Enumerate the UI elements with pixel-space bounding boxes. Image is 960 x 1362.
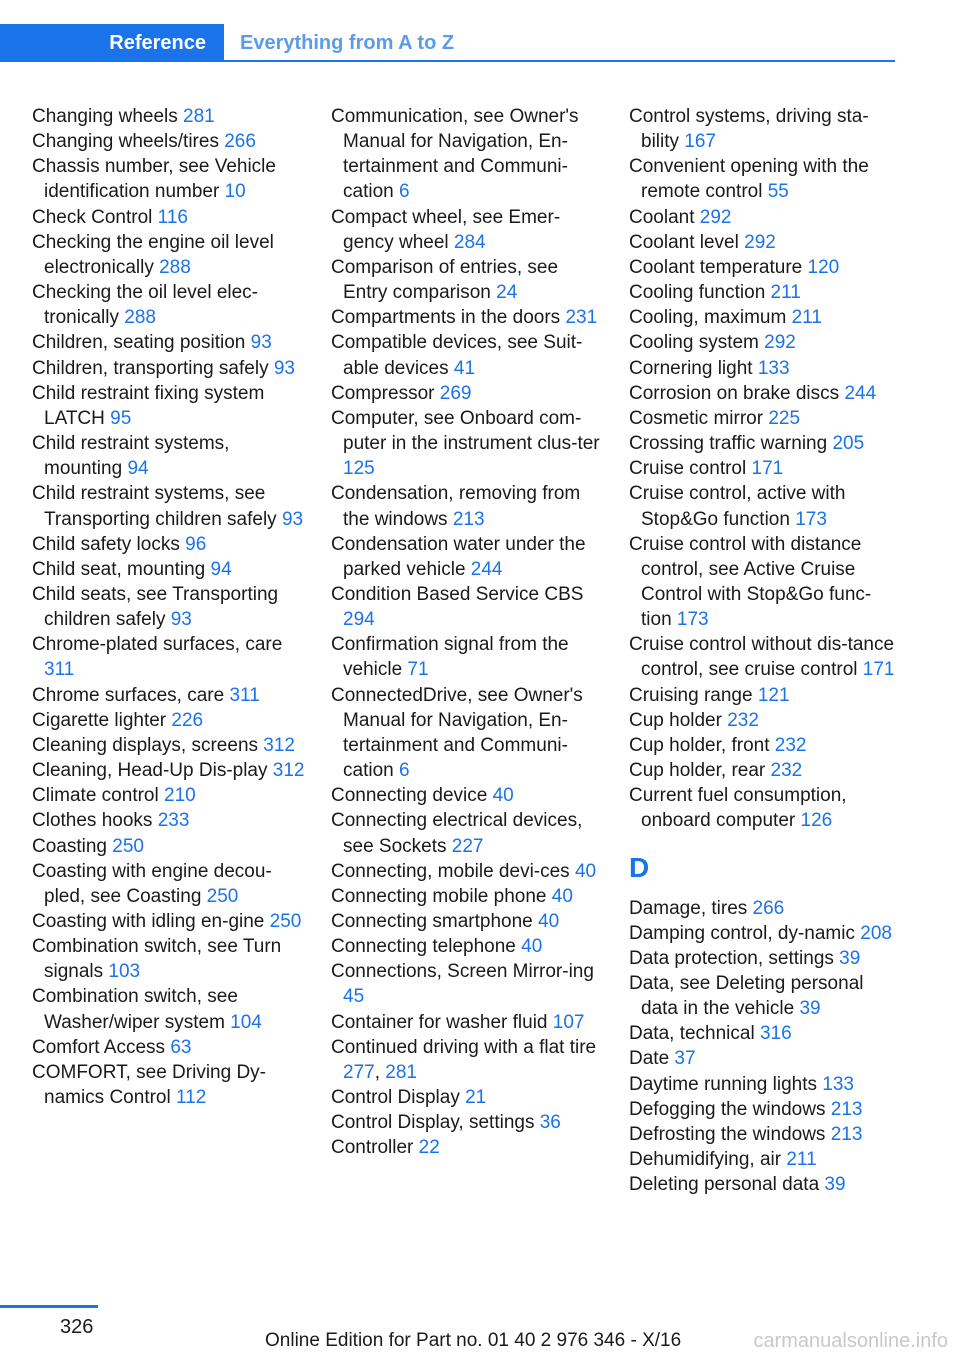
page-link[interactable]: 226 [171, 709, 204, 731]
page-link[interactable]: 93 [281, 508, 304, 530]
index-entry-term: Combination switch, see Turn signals [32, 936, 282, 983]
index-entry [629, 205, 901, 230]
index-entry-term: Connecting device [331, 785, 493, 807]
index-entry [629, 1147, 901, 1172]
page-link[interactable]: 39 [824, 1174, 846, 1196]
index-entry [32, 708, 307, 733]
index-entry-term: Cruise control without dis-tance control, see cruise control [629, 634, 895, 681]
index-entry [32, 984, 307, 1034]
index-entry-term: ConnectedDrive, see Owner's Manual for Navigation, En-tertainment and Communi-cation [331, 684, 583, 782]
index-entry-term: Data, see Deleting personal data in the vehicle [629, 973, 864, 1020]
index-entry [32, 783, 307, 808]
index-entry-term: Damping control, dy-namic [629, 922, 861, 944]
page-link[interactable]: 294 [343, 609, 375, 631]
page-link[interactable]: 211 [786, 1149, 817, 1171]
page-link[interactable]: 227 [451, 835, 484, 857]
index-entry [331, 1110, 606, 1135]
page-link[interactable]: 40 [551, 885, 573, 907]
page-link[interactable]: 6 [398, 181, 410, 203]
page-link[interactable]: 232 [770, 760, 803, 782]
index-entry [32, 582, 307, 632]
page-link[interactable]: 126 [800, 810, 833, 832]
index-entry-term: Control Display, settings [331, 1112, 540, 1134]
index-entry [629, 456, 901, 481]
index-entry-term: Communication, see Owner's Manual for Navigation, En-tertainment and Communi-cation [331, 106, 579, 203]
index-entry-term: Child seats, see Transporting children safely [32, 583, 279, 631]
page-link[interactable]: 40 [574, 860, 597, 882]
index-entry-term: Data protection, settings [629, 947, 840, 969]
index-entry-term: Computer, see Onboard com-puter in the instrument clus-ter [331, 407, 600, 455]
page-link[interactable]: 266 [224, 131, 256, 153]
section-tab[interactable]: Reference [0, 24, 224, 62]
index-entry [331, 959, 606, 1009]
index-entry-term: Coasting with idling en-gine [32, 911, 270, 932]
index-entry-term: Checking the oil level elec-tronically [32, 282, 259, 329]
page-link[interactable]: 225 [768, 407, 801, 429]
page-link[interactable]: 104 [230, 1011, 262, 1033]
page-link[interactable]: 125 [343, 458, 375, 480]
page-link[interactable]: 208 [860, 922, 892, 944]
page-link[interactable]: 316 [759, 1023, 792, 1045]
index-entry-term: Chrome surfaces, care [32, 684, 230, 706]
index-entry: Continued driving with a flat tire 277, 281 [331, 1036, 597, 1083]
index-column-3 [629, 104, 901, 1197]
index-entry [331, 859, 606, 884]
page-link[interactable]: 55 [767, 181, 789, 203]
index-entry [629, 481, 901, 531]
page-link[interactable]: 171 [751, 458, 784, 480]
page-link[interactable]: 112 [176, 1087, 207, 1109]
index-entry-term: Changing wheels [32, 106, 184, 127]
page-link[interactable]: 312 [263, 734, 295, 756]
index-entry [32, 909, 307, 934]
index-entry-term: Child restraint fixing system LATCH [32, 382, 265, 429]
subsection-title[interactable]: Everything from A to Z [240, 32, 455, 54]
page-link[interactable]: 250 [206, 885, 239, 907]
index-entry [331, 1010, 606, 1035]
index-entry-term: Child restraint systems, mounting [32, 433, 230, 480]
index-entry-term: Compact wheel, see Emer-gency wheel [331, 206, 561, 253]
index-entry-term: Data, technical [629, 1023, 760, 1045]
page-link[interactable]: 39 [839, 947, 861, 969]
page-link[interactable]: 250 [112, 835, 144, 857]
index-entry-term: Control Display [331, 1087, 466, 1109]
page-link[interactable]: 120 [807, 256, 840, 278]
page-link[interactable]: 292 [744, 231, 776, 253]
index-entry-term: Coolant [629, 206, 700, 228]
index-entry-term: Cooling function [629, 282, 771, 304]
index-entry [32, 934, 307, 984]
index-entry [629, 758, 901, 783]
page-link[interactable]: 95 [110, 407, 132, 429]
index-entry-term: Damage, tires [629, 897, 753, 919]
index-entry [32, 230, 307, 280]
index-entry [331, 783, 606, 808]
page-link[interactable]: 213 [830, 1098, 863, 1120]
index-entry [331, 1085, 606, 1110]
index-entry [32, 280, 307, 330]
page-link[interactable]: 93 [250, 332, 272, 354]
index-entry-term: Cup holder, front [629, 734, 775, 756]
index-entry-term: Condition Based Service CBS [331, 583, 584, 605]
index-entry-term: Defogging the windows [629, 1098, 831, 1120]
page-link[interactable]: 266 [752, 897, 785, 919]
index-entry [629, 431, 901, 456]
index-entry [629, 733, 901, 758]
index-entry [331, 683, 606, 784]
index-entry-term: Children, seating position [32, 332, 251, 354]
index-entry-term: Cosmetic mirror [629, 407, 769, 429]
index-entry [32, 104, 307, 129]
header-bar [0, 24, 895, 62]
index-entry [331, 632, 606, 682]
index-entry-term: Daytime running lights [629, 1073, 823, 1095]
index-entry [629, 532, 901, 633]
page-link[interactable]: 41 [453, 357, 476, 379]
index-entry [629, 1172, 901, 1197]
index-entry-term: Cooling, maximum [629, 307, 792, 329]
index-entry-term: Coasting with engine decou-pled, see Coasting [32, 860, 272, 907]
index-entry-term: COMFORT, see Driving Dy-namics Control [32, 1061, 267, 1109]
index-entry [331, 884, 606, 909]
index-entry-term: Child restraint systems, see Transporting children safely [32, 483, 282, 530]
index-entry [629, 305, 901, 330]
index-entry [32, 154, 307, 204]
page-link[interactable]: 94 [210, 558, 232, 580]
index-entry [629, 1072, 901, 1097]
page-link[interactable]: 312 [272, 760, 305, 782]
index-entry-term: Check Control [32, 206, 158, 228]
index-entry-term: Coolant temperature [629, 256, 808, 278]
index-entry-term: Cigarette lighter [32, 709, 172, 731]
page-link[interactable]: 233 [157, 810, 190, 832]
index-entry [629, 280, 901, 305]
index-entry [331, 582, 606, 632]
page-link[interactable]: 40 [492, 785, 514, 807]
page-link[interactable]: 288 [159, 256, 191, 278]
page-link[interactable]: 311 [44, 659, 75, 681]
edition-note: Online Edition for Part no. 01 40 2 976 346 - X/16 [265, 1330, 682, 1351]
index-entry-term: Date [629, 1048, 675, 1070]
page-link[interactable]: 171 [862, 659, 895, 681]
index-entry [629, 330, 901, 355]
page-link[interactable]: 211 [791, 307, 822, 329]
index-entry-term: Controller [331, 1137, 419, 1159]
index-entry-term: Defrosting the windows [629, 1123, 831, 1145]
page-number-rule [0, 1305, 98, 1308]
index-entry [32, 330, 307, 355]
index-entry-term: Condensation water under the parked vehicle [331, 533, 586, 580]
index-entry-term: Connecting telephone [331, 936, 522, 958]
index-entry-term: Control systems, driving sta-bility [629, 106, 869, 153]
index-entry [629, 154, 901, 204]
index-entry [629, 1122, 901, 1147]
index-entry-term: Child seat, mounting [32, 558, 211, 580]
page-link[interactable]: 39 [799, 998, 821, 1020]
page-link[interactable]: 167 [684, 131, 716, 153]
index-entry [331, 532, 606, 582]
page-link[interactable]: 281 [385, 1061, 417, 1083]
page-link[interactable]: 96 [185, 533, 207, 555]
index-entry-term: Cleaning displays, screens [32, 734, 264, 756]
index-entry [331, 305, 606, 330]
index-entry-term: Continued driving with a flat tire [331, 1036, 597, 1058]
index-column-1 [32, 104, 307, 1110]
page-link[interactable]: 10 [224, 181, 246, 203]
page-link[interactable]: 288 [124, 307, 156, 329]
page-link[interactable]: 232 [727, 709, 759, 731]
index-entry [331, 1135, 606, 1160]
index-entry-term: Compressor [331, 382, 440, 404]
page-link[interactable]: 311 [229, 684, 260, 706]
index-column-2 [331, 104, 606, 1161]
page-link[interactable]: 40 [538, 911, 560, 932]
page-link[interactable]: 284 [453, 231, 486, 253]
page-link[interactable]: 213 [452, 508, 485, 530]
index-entry [331, 934, 606, 959]
index-entry-term: Current fuel consumption, onboard computer [629, 785, 847, 832]
index-entry-term: Deleting personal data [629, 1174, 825, 1196]
index-entry-term: Cup holder, rear [629, 760, 771, 782]
page-link[interactable]: 173 [795, 508, 827, 530]
page-link[interactable]: 281 [183, 106, 215, 127]
index-entry-term: Crossing traffic warning [629, 433, 833, 455]
page-link[interactable]: 213 [830, 1123, 863, 1145]
index-entry [629, 971, 901, 1021]
index-entry [331, 481, 606, 531]
index-entry-term: Climate control [32, 785, 164, 807]
index-entry [32, 834, 307, 859]
index-entry-term: Coasting [32, 835, 113, 857]
index-entry-term: Changing wheels/tires [32, 131, 225, 153]
index-entry [629, 921, 901, 946]
page-link[interactable]: 6 [398, 760, 410, 782]
index-entry-term: Child safety locks [32, 533, 186, 555]
index-entry [629, 104, 901, 154]
index-entry-term: Comparison of entries, see Entry comparison [331, 256, 559, 304]
index-entry [629, 381, 901, 406]
index-entry-term: Corrosion on brake discs [629, 382, 845, 404]
index-entry [32, 431, 307, 481]
index-entry-term: Comfort Access [32, 1036, 171, 1058]
page-link[interactable]: 210 [164, 785, 196, 807]
index-entry [331, 104, 606, 205]
index-entry [32, 1060, 307, 1110]
page-link[interactable]: 121 [757, 684, 790, 706]
page-link[interactable]: 250 [269, 911, 302, 932]
page-link[interactable]: 71 [407, 659, 429, 681]
index-entry [331, 330, 606, 380]
index-entry [629, 1046, 901, 1071]
index-entry-term: Chassis number, see Vehicle identification number [32, 156, 276, 203]
index-entry [629, 896, 901, 921]
page-link[interactable]: 244 [844, 382, 877, 404]
index-entry [32, 859, 307, 909]
index-entry [331, 381, 606, 406]
index-entry-term: Cooling system [629, 332, 765, 354]
index-entry [32, 758, 307, 783]
page-link[interactable]: 36 [539, 1112, 561, 1134]
index-entry [629, 1097, 901, 1122]
index-entry [32, 632, 307, 682]
index-entry-term: Cruise control with distance control, see Active Cruise Control with Stop&Go func-tion [629, 533, 872, 631]
index-entry [629, 783, 901, 833]
page-link[interactable]: 107 [552, 1011, 585, 1033]
index-entry-term: Children, transporting safely [32, 357, 274, 379]
index-entry [331, 909, 606, 934]
page-link[interactable]: 211 [770, 282, 801, 304]
page-link[interactable]: 173 [676, 609, 709, 631]
index-entry-term: Combination switch, see Washer/wiper system [32, 986, 238, 1033]
index-entry-term: Connecting smartphone [331, 911, 539, 932]
index-entry [32, 356, 307, 381]
index-entry [32, 557, 307, 582]
index-entry [331, 406, 606, 481]
index-entry-term: Cup holder [629, 709, 728, 731]
page-link[interactable]: 292 [764, 332, 796, 354]
page-link[interactable]: 292 [699, 206, 732, 228]
page-link[interactable]: 244 [470, 558, 503, 580]
index-entry-term: Condensation, removing from the windows [331, 483, 581, 530]
index-entry-term: Checking the engine oil level electronically [32, 231, 274, 278]
index-entry-term: Connecting, mobile devi-ces [331, 860, 575, 882]
index-entry-term: Confirmation signal from the vehicle [331, 634, 569, 681]
index-entry-term: Cornering light [629, 357, 758, 379]
index-entry-term: Compartments in the doors [331, 307, 566, 329]
page-link[interactable]: 63 [170, 1036, 192, 1058]
page-link[interactable]: 21 [465, 1087, 487, 1109]
index-entry [629, 255, 901, 280]
page-link[interactable]: 133 [757, 357, 790, 379]
index-entry [629, 708, 901, 733]
page-link[interactable]: 133 [822, 1073, 854, 1095]
page-link[interactable]: 94 [127, 458, 149, 480]
index-entry [331, 205, 606, 255]
page-number: 326 [60, 1316, 94, 1338]
page-link[interactable]: 22 [418, 1137, 440, 1159]
page-link[interactable]: 232 [774, 734, 807, 756]
index-entry-term: Cruise control [629, 458, 752, 480]
index-entry-term: Dehumidifying, air [629, 1149, 787, 1171]
index-entry [629, 356, 901, 381]
index-entry [32, 683, 307, 708]
page-link[interactable]: 45 [343, 986, 365, 1008]
page-link[interactable]: 93 [273, 357, 295, 379]
index-entry [629, 1021, 901, 1046]
page-link[interactable]: 103 [108, 961, 141, 983]
index-entry [32, 129, 307, 154]
watermark: carmanualsonline.info [753, 1330, 948, 1352]
index-entry-term: Clothes hooks [32, 810, 158, 832]
index-entry-term: Connecting electrical devices, see Sockets [331, 810, 583, 857]
page-link[interactable]: 37 [674, 1048, 696, 1070]
page-link[interactable]: 269 [439, 382, 472, 404]
index-entry [629, 632, 901, 682]
index-entry-term: Chrome-plated surfaces, care [32, 634, 283, 656]
index-entry [32, 1035, 307, 1060]
index-entry [32, 481, 307, 531]
page-link[interactable]: 40 [521, 936, 543, 958]
header-rule [224, 60, 895, 62]
page-link[interactable]: 24 [496, 282, 518, 304]
index-entry-term: Cleaning, Head-Up Dis-play [32, 760, 273, 782]
index-entry [629, 406, 901, 431]
index-entry [629, 946, 901, 971]
index-entry-term: Cruising range [629, 684, 758, 706]
index-letter-heading: D [629, 851, 650, 883]
index-entry-term: Coolant level [629, 231, 745, 253]
index-entry-term: Container for washer fluid [331, 1011, 553, 1033]
index-entry-term: Cruise control, active with Stop&Go function [629, 483, 846, 530]
page-link[interactable]: 277 [343, 1061, 375, 1083]
index-entry-term: Connecting mobile phone [331, 885, 552, 907]
page-link[interactable]: 205 [832, 433, 865, 455]
index-entry [32, 808, 307, 833]
index-entry [629, 683, 901, 708]
index-entry [32, 733, 307, 758]
index-entry [32, 532, 307, 557]
page-link[interactable]: 116 [157, 206, 188, 228]
index-entry [32, 381, 307, 431]
index-entry-term: Connections, Screen Mirror-ing [331, 961, 594, 983]
index-entry [331, 808, 606, 858]
index-entry [331, 255, 606, 305]
index-entry [629, 230, 901, 255]
page-link[interactable]: 93 [170, 609, 192, 631]
index-entry [32, 205, 307, 230]
page-link[interactable]: 231 [565, 307, 598, 329]
index-entry-term: Compatible devices, see Suit-able devices [331, 332, 583, 379]
index-entry-term: Convenient opening with the remote control [629, 156, 869, 203]
